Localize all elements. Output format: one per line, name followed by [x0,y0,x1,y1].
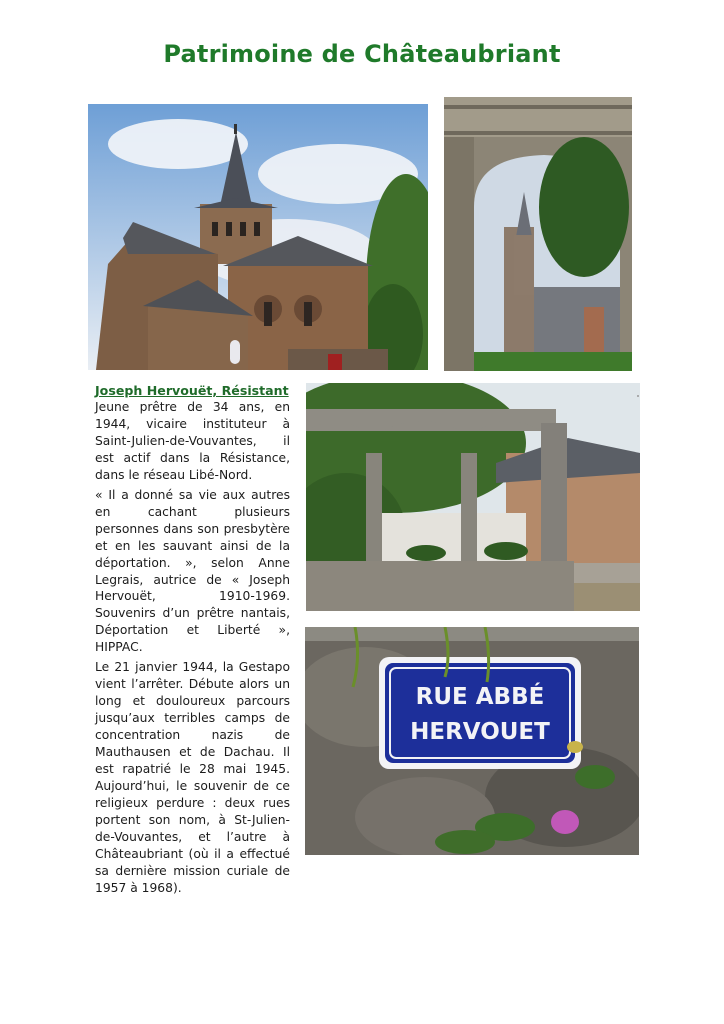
sign-line-2: HERVOUET [410,719,550,745]
speck [637,395,639,397]
article-paragraph-3: Le 21 janvier 1944, la Gestapo vient l’arrêter. Débute alors un long et douloureux parcours jusqu’aux terribles camps de concentration nazis de Mauthausen et de Dachau. Il est rapatrié le 28 mai 1945. Aujourd’hui, le souvenir de ce religieux perdure : deux rues portent son nom, à St-Julien-de-Vouvantes, et l’autre à Châteaubriant (où il a effectué sa dernière mission curiale de 1957 à 1968). [95,660,290,895]
page-title: Patrimoine de Châteaubriant [163,40,561,68]
cloister-arcade-photo [306,383,640,611]
church-photo [88,104,428,370]
sign-line-1: RUE ABBÉ [415,684,545,710]
article-paragraph-1: Jeune prêtre de 34 ans, en 1944, vicaire instituteur à Saint-Julien-de-Vouvantes, il est actif dans la Résistance, dans le réseau Libé-Nord. [95,400,290,482]
article-heading: Joseph Hervouët, Résistant [95,383,289,398]
stone-arch-photo [444,97,632,371]
street-sign-photo [305,627,639,855]
article-paragraph-2: « Il a donné sa vie aux autres en cachant plusieurs personnes dans son presbytère et en les sauvant ainsi de la déportation. », selon Anne Legrais, autrice de « Joseph Hervouët, 1910-1969. Souvenirs d’un prêtre nantais, Déportation et Liberté », HIPPAC. [95,487,290,655]
article-text [95,382,290,897]
